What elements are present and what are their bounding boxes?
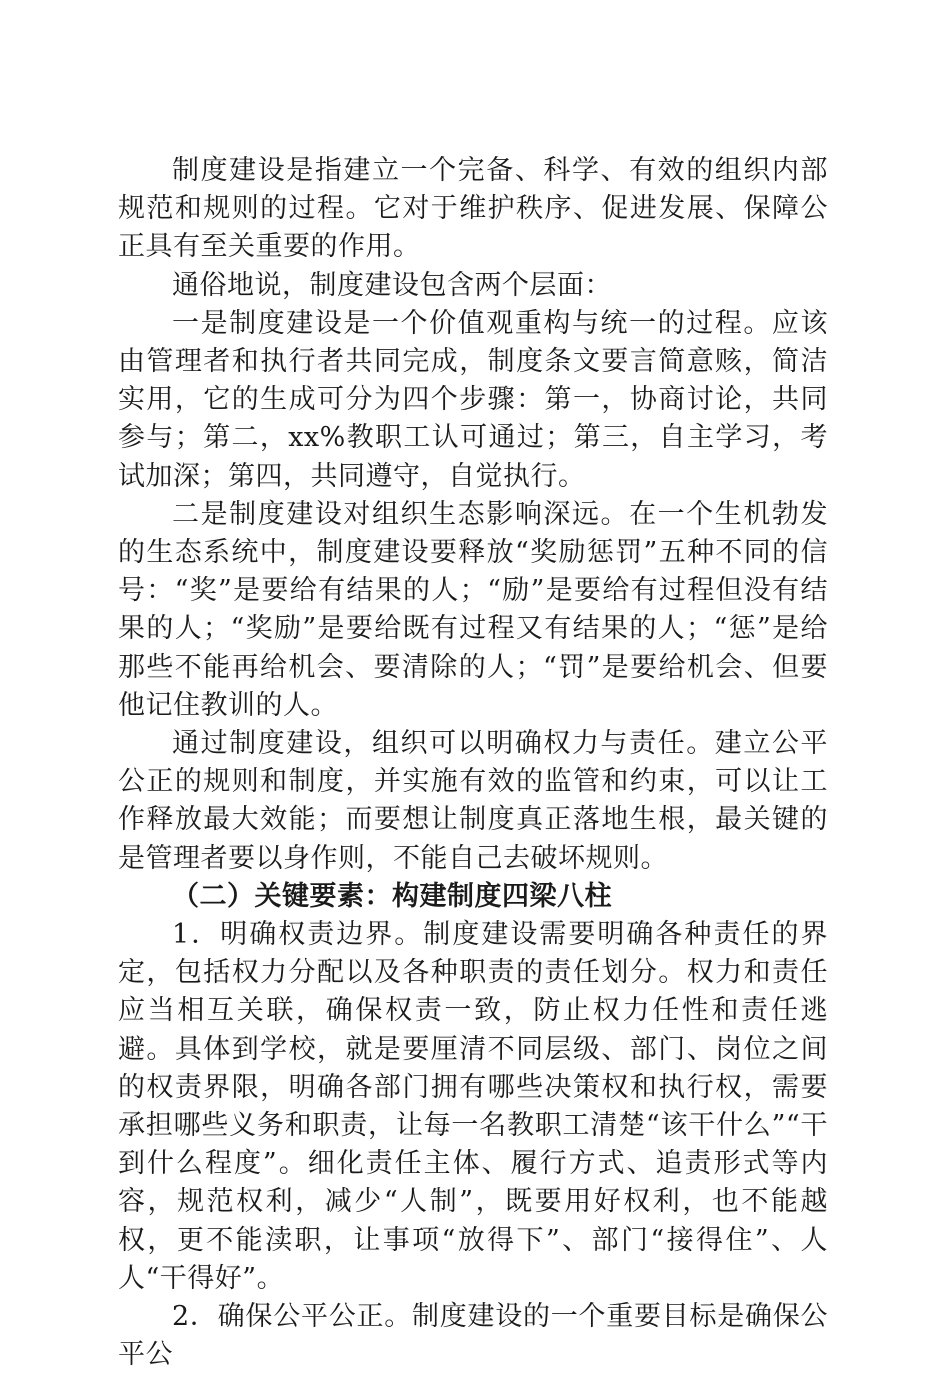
paragraph-two-levels: 通俗地说，制度建设包含两个层面： <box>172 269 612 301</box>
section-heading: （二）关键要素：构建制度四梁八柱 <box>172 880 612 912</box>
paragraph-level-one: 一是制度建设是一个价值观重构与统一的过程。应该由管理者和执行者共同完成，制度条文要言简意赅，简洁实用，它的生成可分为四个步骤：第一，协商讨论，共同参与；第二，xx%教职工认可通过；第三，自主学习，考试加深；第四，共同遵守，自觉执行。 <box>118 307 828 492</box>
paragraph-intro: 制度建设是指建立一个完备、科学、有效的组织内部规范和规则的过程。它对于维护秩序、促进发展、保障公正具有至关重要的作用。 <box>118 155 828 263</box>
paragraph-item-2: 2．确保公平公正。制度建设的一个重要目标是确保公平公 <box>118 1301 828 1371</box>
document-body <box>118 152 828 1375</box>
paragraph-item-1: 1．明确权责边界。制度建设需要明确各种责任的界定，包括权力分配以及各种职责的责任划分。权力和责任应当相互关联，确保权责一致，防止权力任性和责任逃避。具体到学校，就是要厘清不同层级、部门、岗位之间的权责界限，明确各部门拥有哪些决策权和执行权，需要承担哪些义务和职责，让每一名教职工清楚“该干什么”“干到什么程度”。细化责任主体、履行方式、追责形式等内容，规范权利，减少“人制”，既要用好权利，也不能越权，更不能渎职，让事项“放得下”、部门“接得住”、人人“干得好”。 <box>118 919 828 1294</box>
paragraph-power-responsibility: 通过制度建设，组织可以明确权力与责任。建立公平公正的规则和制度，并实施有效的监管和约束，可以让工作释放最大效能；而要想让制度真正落地生根，最关键的是管理者要以身作则，不能自己去破坏规则。 <box>118 728 828 874</box>
paragraph-level-two: 二是制度建设对组织生态影响深远。在一个生机勃发的生态系统中，制度建设要释放“奖励惩罚”五种不同的信号：“奖”是要给有结果的人；“励”是要给有过程但没有结果的人；“奖励”是要给既有过程又有结果的人；“惩”是给那些不能再给机会、要清除的人；“罚”是要给机会、但要他记住教训的人。 <box>118 498 828 721</box>
